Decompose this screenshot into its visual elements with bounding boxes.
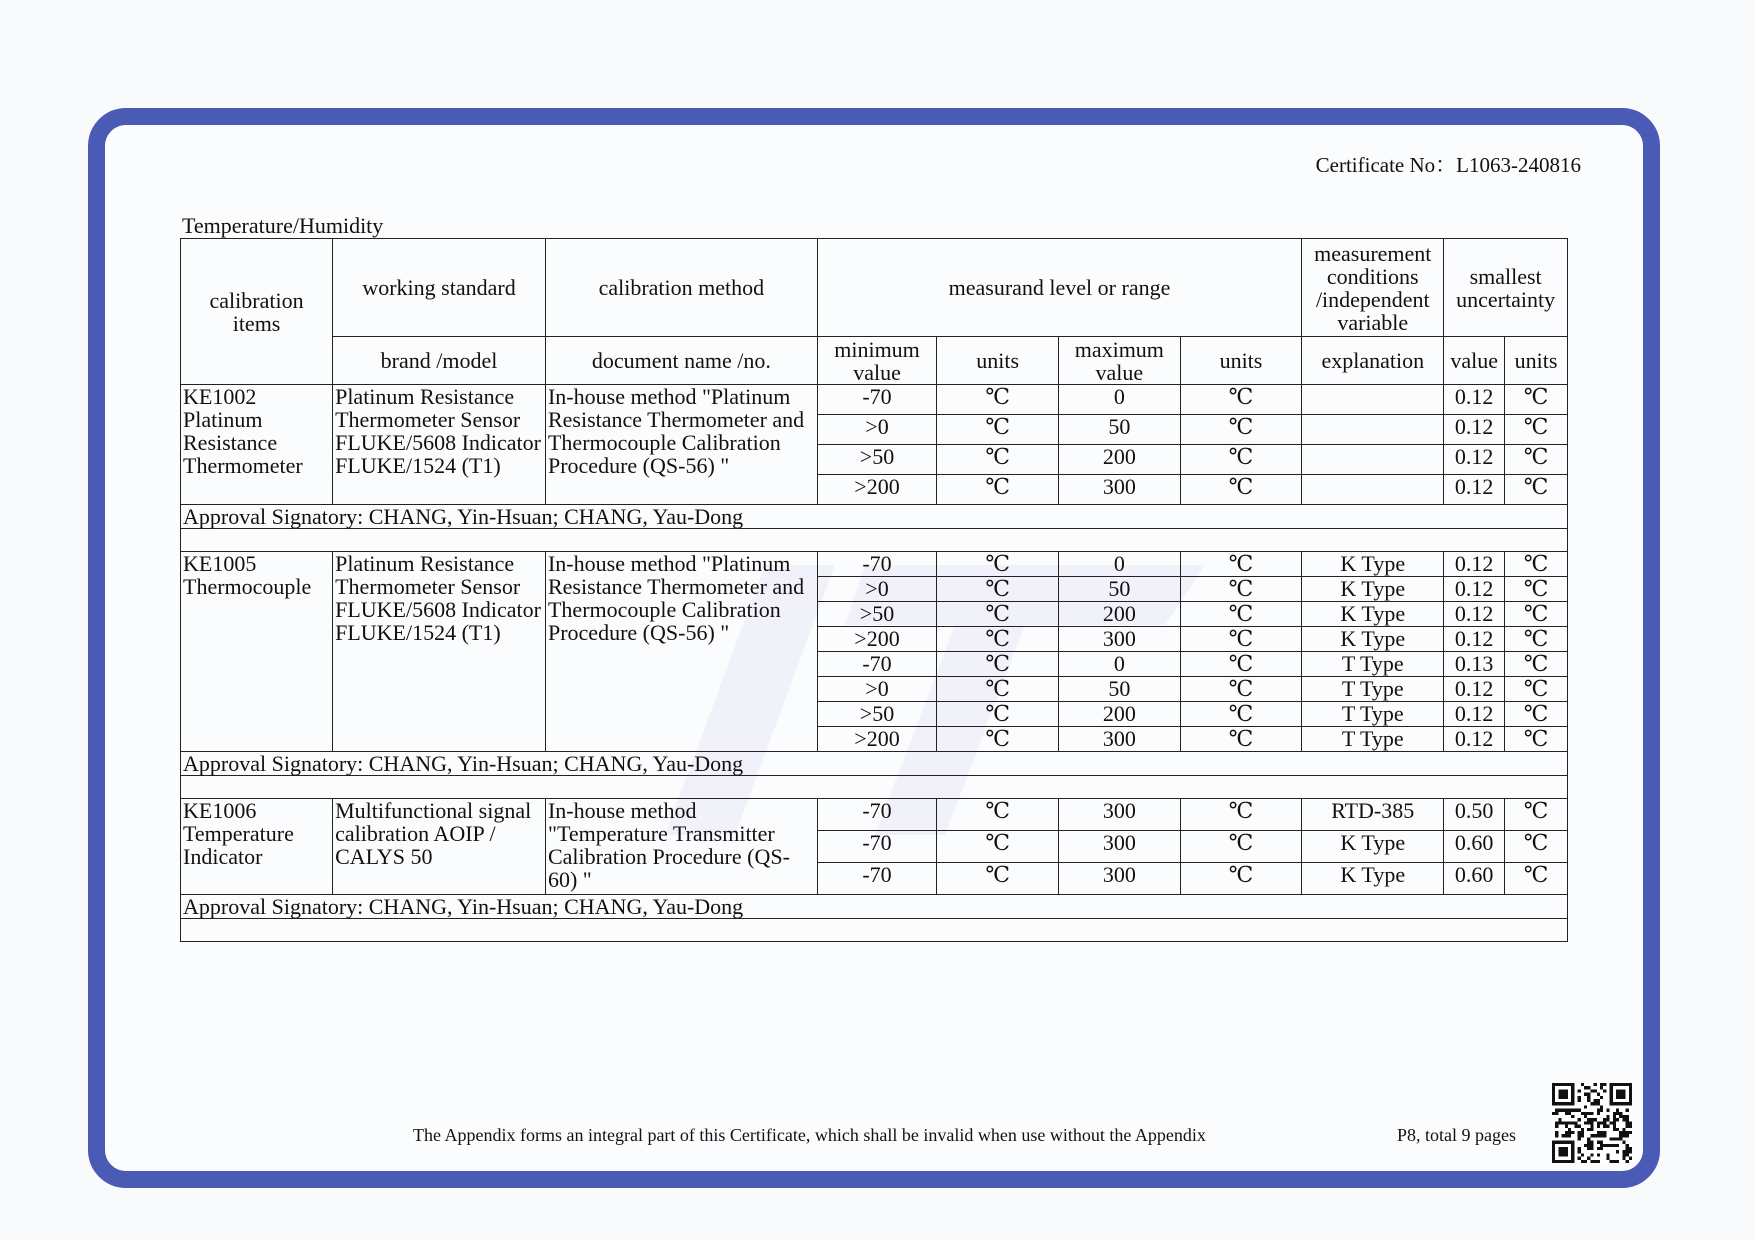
- min-value: -70: [817, 652, 937, 677]
- max-value: 50: [1058, 677, 1180, 702]
- uncertainty-value: 0.13: [1444, 652, 1505, 677]
- max-value: 0: [1058, 385, 1180, 415]
- max-units: ℃: [1180, 727, 1302, 752]
- uncertainty-value: 0.12: [1444, 727, 1505, 752]
- max-units: ℃: [1180, 831, 1302, 863]
- header-min-value: minimum value: [817, 337, 937, 385]
- max-value: 200: [1058, 702, 1180, 727]
- explanation: K Type: [1302, 831, 1444, 863]
- uncertainty-units: ℃: [1505, 385, 1568, 415]
- uncertainty-units: ℃: [1505, 727, 1568, 752]
- spacer-cell: [181, 776, 1568, 799]
- uncertainty-value: 0.12: [1444, 385, 1505, 415]
- calibration-item: KE1006 Temperature Indicator: [181, 799, 333, 895]
- uncertainty-units: ℃: [1505, 577, 1568, 602]
- signatory-row: [181, 895, 1568, 919]
- qr-code-icon: [1552, 1083, 1632, 1163]
- header-value: value: [1444, 337, 1505, 385]
- max-units: ℃: [1180, 602, 1302, 627]
- spacer-row: [181, 919, 1568, 942]
- min-value: >200: [817, 727, 937, 752]
- max-units: ℃: [1180, 702, 1302, 727]
- max-units: ℃: [1180, 799, 1302, 831]
- min-units: ℃: [937, 702, 1059, 727]
- max-units: ℃: [1180, 627, 1302, 652]
- max-value: 200: [1058, 445, 1180, 475]
- uncertainty-units: ℃: [1505, 652, 1568, 677]
- min-units: ℃: [937, 385, 1059, 415]
- max-value: 50: [1058, 577, 1180, 602]
- uncertainty-value: 0.12: [1444, 415, 1505, 445]
- explanation: T Type: [1302, 727, 1444, 752]
- uncertainty-units: ℃: [1505, 863, 1568, 895]
- min-value: >200: [817, 627, 937, 652]
- min-value: -70: [817, 799, 937, 831]
- max-units: ℃: [1180, 863, 1302, 895]
- spacer-cell: [181, 919, 1568, 942]
- explanation: T Type: [1302, 677, 1444, 702]
- certificate-number: Certificate No：L1063-240816: [1315, 153, 1581, 177]
- table-body: [181, 385, 1568, 942]
- min-value: >0: [817, 577, 937, 602]
- header-working-standard: working standard: [333, 239, 546, 337]
- max-value: 200: [1058, 602, 1180, 627]
- min-units: ℃: [937, 627, 1059, 652]
- header-explanation: explanation: [1302, 337, 1444, 385]
- approval-signatory: Approval Signatory: CHANG, Yin-Hsuan; CHANG, Yau-Dong: [181, 752, 1568, 776]
- max-value: 300: [1058, 727, 1180, 752]
- calibration-item: KE1002 Platinum Resistance Thermometer: [181, 385, 333, 505]
- approval-signatory: Approval Signatory: CHANG, Yin-Hsuan; CHANG, Yau-Dong: [181, 895, 1568, 919]
- explanation: [1302, 445, 1444, 475]
- min-value: -70: [817, 863, 937, 895]
- explanation: T Type: [1302, 702, 1444, 727]
- uncertainty-units: ℃: [1505, 445, 1568, 475]
- header-calibration-items: calibration items: [181, 239, 333, 385]
- uncertainty-value: 0.12: [1444, 677, 1505, 702]
- max-value: 300: [1058, 475, 1180, 505]
- header-units-uncertainty: units: [1505, 337, 1568, 385]
- explanation: K Type: [1302, 552, 1444, 577]
- min-value: -70: [817, 385, 937, 415]
- uncertainty-value: 0.12: [1444, 627, 1505, 652]
- header-units-min: units: [937, 337, 1059, 385]
- approval-signatory: Approval Signatory: CHANG, Yin-Hsuan; CHANG, Yau-Dong: [181, 505, 1568, 529]
- uncertainty-value: 0.60: [1444, 863, 1505, 895]
- uncertainty-value: 0.12: [1444, 602, 1505, 627]
- uncertainty-units: ℃: [1505, 831, 1568, 863]
- explanation: K Type: [1302, 627, 1444, 652]
- min-units: ℃: [937, 445, 1059, 475]
- explanation: [1302, 475, 1444, 505]
- uncertainty-units: ℃: [1505, 602, 1568, 627]
- max-units: ℃: [1180, 552, 1302, 577]
- header-calibration-method: calibration method: [545, 239, 817, 337]
- max-value: 300: [1058, 627, 1180, 652]
- explanation: K Type: [1302, 602, 1444, 627]
- calibration-item: KE1005 Thermocouple: [181, 552, 333, 752]
- min-value: >0: [817, 677, 937, 702]
- header-document: document name /no.: [545, 337, 817, 385]
- min-value: >200: [817, 475, 937, 505]
- header-brand-model: brand /model: [333, 337, 546, 385]
- spacer-row: [181, 776, 1568, 799]
- max-units: ℃: [1180, 415, 1302, 445]
- certificate-frame: [88, 108, 1660, 1188]
- uncertainty-units: ℃: [1505, 702, 1568, 727]
- header-units-max: units: [1180, 337, 1302, 385]
- uncertainty-value: 0.12: [1444, 445, 1505, 475]
- table-row: [181, 552, 1568, 577]
- uncertainty-value: 0.12: [1444, 475, 1505, 505]
- calibration-method: In-house method "Temperature Transmitter Calibration Procedure (QS-60) ": [545, 799, 817, 895]
- signatory-row: [181, 505, 1568, 529]
- min-value: -70: [817, 552, 937, 577]
- max-value: 0: [1058, 552, 1180, 577]
- header-max-value: maximum value: [1058, 337, 1180, 385]
- min-units: ℃: [937, 652, 1059, 677]
- header-uncertainty: smallest uncertainty: [1444, 239, 1568, 337]
- calibration-method: In-house method "Platinum Resistance Thermometer and Thermocouple Calibration Procedure (QS-56) ": [545, 385, 817, 505]
- uncertainty-units: ℃: [1505, 475, 1568, 505]
- explanation: T Type: [1302, 652, 1444, 677]
- spacer-cell: [181, 529, 1568, 552]
- max-value: 300: [1058, 863, 1180, 895]
- min-units: ℃: [937, 552, 1059, 577]
- max-value: 50: [1058, 415, 1180, 445]
- uncertainty-units: ℃: [1505, 627, 1568, 652]
- header-conditions: measurement conditions /independent variable: [1302, 239, 1444, 337]
- working-standard: Platinum Resistance Thermometer Sensor FLUKE/5608 Indicator FLUKE/1524 (T1): [333, 552, 546, 752]
- max-value: 300: [1058, 799, 1180, 831]
- calibration-method: In-house method "Platinum Resistance Thermometer and Thermocouple Calibration Procedure (QS-56) ": [545, 552, 817, 752]
- min-units: ℃: [937, 727, 1059, 752]
- min-units: ℃: [937, 863, 1059, 895]
- uncertainty-value: 0.60: [1444, 831, 1505, 863]
- min-units: ℃: [937, 577, 1059, 602]
- min-units: ℃: [937, 677, 1059, 702]
- working-standard: Multifunctional signal calibration AOIP / CALYS 50: [333, 799, 546, 895]
- min-value: >50: [817, 702, 937, 727]
- min-units: ℃: [937, 475, 1059, 505]
- explanation: K Type: [1302, 577, 1444, 602]
- explanation: [1302, 415, 1444, 445]
- explanation: K Type: [1302, 863, 1444, 895]
- page-number: P8, total 9 pages: [1397, 1125, 1516, 1145]
- max-units: ℃: [1180, 445, 1302, 475]
- max-value: 300: [1058, 831, 1180, 863]
- min-units: ℃: [937, 799, 1059, 831]
- max-units: ℃: [1180, 577, 1302, 602]
- uncertainty-units: ℃: [1505, 415, 1568, 445]
- calibration-table: [180, 238, 1568, 942]
- max-units: ℃: [1180, 652, 1302, 677]
- spacer-row: [181, 529, 1568, 552]
- uncertainty-value: 0.50: [1444, 799, 1505, 831]
- explanation: [1302, 385, 1444, 415]
- uncertainty-units: ℃: [1505, 677, 1568, 702]
- uncertainty-value: 0.12: [1444, 552, 1505, 577]
- table-row: [181, 799, 1568, 831]
- uncertainty-value: 0.12: [1444, 702, 1505, 727]
- max-units: ℃: [1180, 677, 1302, 702]
- min-value: >50: [817, 445, 937, 475]
- working-standard: Platinum Resistance Thermometer Sensor FLUKE/5608 Indicator FLUKE/1524 (T1): [333, 385, 546, 505]
- min-value: >0: [817, 415, 937, 445]
- min-units: ℃: [937, 415, 1059, 445]
- uncertainty-units: ℃: [1505, 552, 1568, 577]
- table-row: [181, 385, 1568, 415]
- max-units: ℃: [1180, 475, 1302, 505]
- max-value: 0: [1058, 652, 1180, 677]
- explanation: RTD-385: [1302, 799, 1444, 831]
- min-units: ℃: [937, 602, 1059, 627]
- section-title: Temperature/Humidity: [182, 213, 384, 238]
- appendix-note: The Appendix forms an integral part of this Certificate, which shall be invalid when use without the Appendix: [413, 1125, 1206, 1145]
- signatory-row: [181, 752, 1568, 776]
- uncertainty-value: 0.12: [1444, 577, 1505, 602]
- min-units: ℃: [937, 831, 1059, 863]
- max-units: ℃: [1180, 385, 1302, 415]
- uncertainty-units: ℃: [1505, 799, 1568, 831]
- min-value: >50: [817, 602, 937, 627]
- header-measurand: measurand level or range: [817, 239, 1302, 337]
- min-value: -70: [817, 831, 937, 863]
